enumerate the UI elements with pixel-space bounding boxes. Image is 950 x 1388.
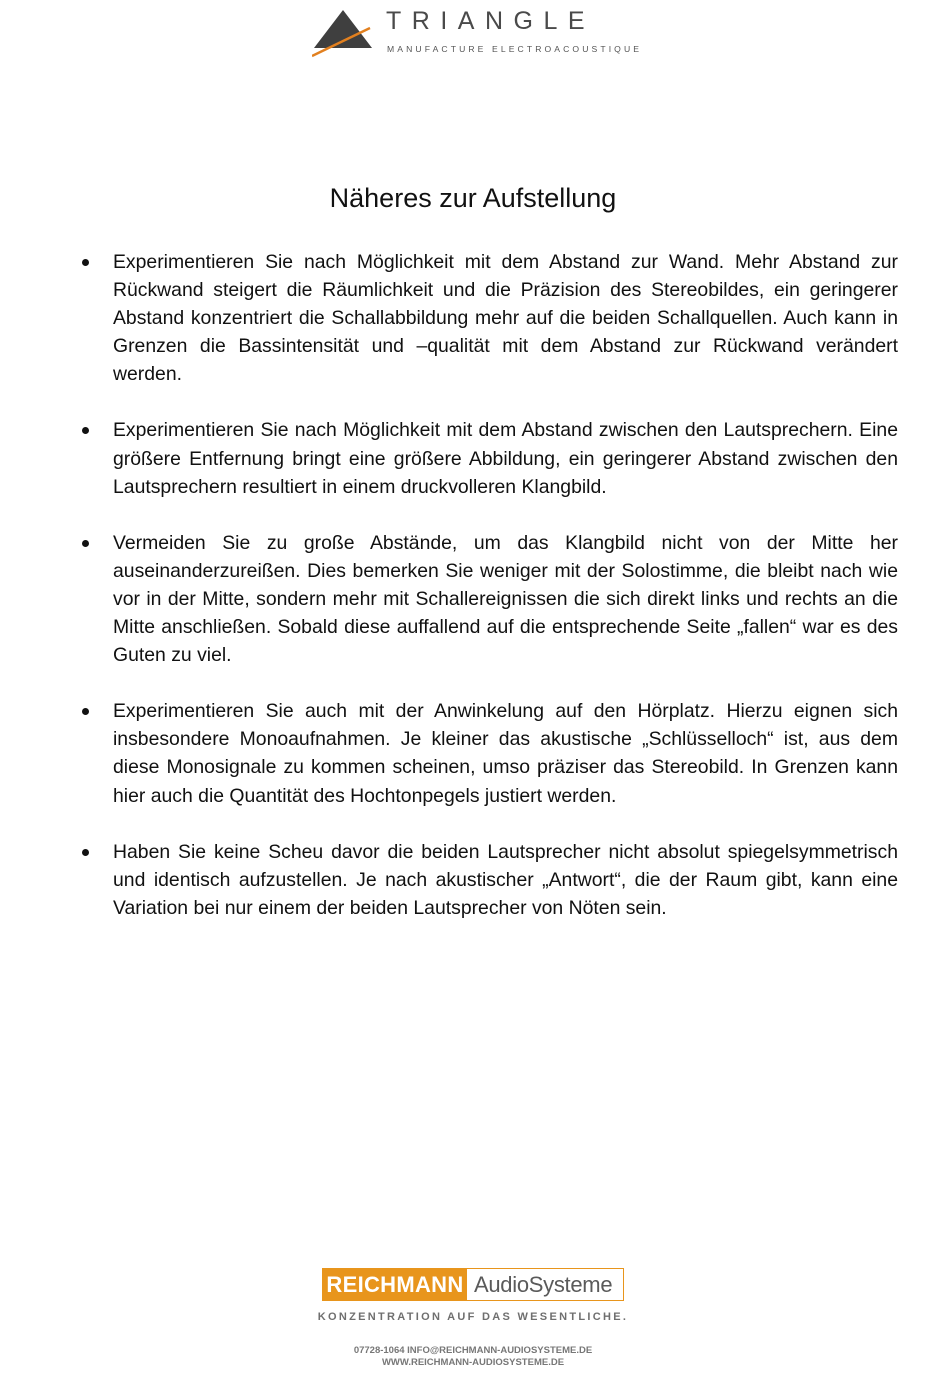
- triangle-logo: [312, 6, 642, 58]
- bullet-icon: [82, 849, 89, 856]
- list-item-text: Experimentieren Sie auch mit der Anwinkelung auf den Hörplatz. Hierzu eignen sich insbesondere Monoaufnahmen. Je kleiner das akustische „Schlüsselloch“ ist, aus dem diese Monosignale zu kommen scheinen, umso präziser das Stereobild. In Grenzen kann hier auch die Quantität des Hochtonpegels justiert werden.: [113, 700, 898, 807]
- footer-contact: [0, 1345, 946, 1369]
- footer-contact-line: 07728-1064 INFO@REICHMANN-AUDIOSYSTEME.DE: [353, 1345, 593, 1356]
- list-item: [80, 529, 898, 669]
- bullet-icon: [82, 540, 89, 547]
- list-item-text: Vermeiden Sie zu große Abstände, um das Klangbild nicht von der Mitte her auseinanderzureißen. Dies bemerken Sie weniger mit der Solostimme, die bleibt nach wie vor in der Mitte, sondern mehr mit Schallereignissen die sich direkt links und rechts an die Mitte anschließen. Sobald diese auffallend auf die entsprechende Seite „fallen“ war es des Guten zu viel.: [113, 531, 898, 667]
- list-item: [80, 838, 898, 922]
- bullet-icon: [82, 427, 89, 434]
- triangle-logo-icon: [312, 8, 374, 58]
- reichmann-logo: [322, 1268, 624, 1301]
- logo-brand-subtitle: MANUFACTURE ELECTROACOUSTIQUE: [387, 44, 643, 54]
- logo-brand-name: TRIANGLE: [386, 7, 596, 35]
- footer-website: WWW.REICHMANN-AUDIOSYSTEME.DE: [381, 1357, 565, 1368]
- list-item: [80, 248, 898, 388]
- page-title: Näheres zur Aufstellung: [329, 183, 617, 213]
- list-item-text: Haben Sie keine Scheu davor die beiden Lautsprecher nicht absolut spiegelsymmetrisch und identisch aufzustellen. Je nach akustischer „Antwort“, die der Raum gibt, kann eine Variation bei nur einem der beiden Lautsprecher von Nöten sein.: [113, 840, 898, 919]
- list-item: [80, 416, 898, 500]
- tips-list: [80, 248, 898, 950]
- reichmann-logo-main: REICHMANN: [323, 1269, 467, 1300]
- reichmann-logo-sub: AudioSysteme: [474, 1272, 613, 1297]
- list-item-text: Experimentieren Sie nach Möglichkeit mit dem Abstand zwischen den Lautsprechern. Eine größere Entfernung bringt eine größere Abbildung, ein geringerer Abstand zwischen den Lautsprechern resultiert in einem druckvolleren Klangbild.: [113, 419, 898, 498]
- footer-tagline: KONZENTRATION AUF DAS WESENTLICHE.: [317, 1311, 629, 1323]
- list-item: [80, 697, 898, 809]
- list-item-text: Experimentieren Sie nach Möglichkeit mit dem Abstand zur Wand. Mehr Abstand zur Rückwand steigert die Räumlichkeit und die Präzision des Stereobildes, ein geringerer Abstand konzentriert die Schallabbildung mehr auf die beiden Schallquellen. Auch kann in Grenzen die Bassintensität und –qualität mit dem Abstand zur Rückwand verändert werden.: [113, 251, 898, 386]
- bullet-icon: [82, 259, 89, 266]
- bullet-icon: [82, 708, 89, 715]
